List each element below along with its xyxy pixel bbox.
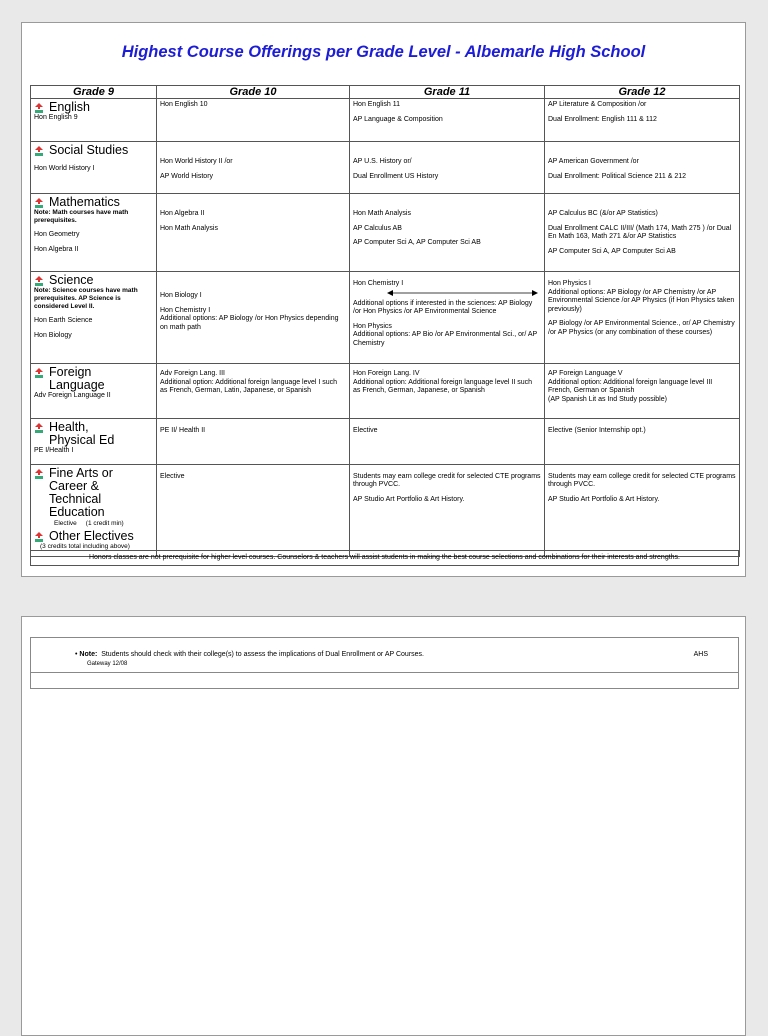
course-text: Hon Physics I Additional options: AP Biology /or AP Chemistry /or AP Environmental Science /or AP Physics (if Hon Physics taken previously): [548, 280, 735, 313]
course-text: AP Language & Composition: [353, 115, 443, 123]
course-text: Hon Biology: [34, 331, 72, 339]
grade-12-cell: [545, 99, 740, 142]
course-text: AP Calculus BC (&/or AP Statistics): [548, 210, 658, 217]
subject-note: Note: Science courses have math prerequisites. AP Science is considered Level II.: [34, 287, 138, 310]
book-icon: [34, 198, 44, 208]
course-text: Elective: [353, 427, 378, 434]
course-text: Hon English 11: [353, 101, 400, 108]
gateway-date: Gateway 12/08: [87, 661, 128, 667]
grade-11-cell: [350, 464, 545, 556]
course-text: Hon Algebra II: [34, 245, 79, 253]
course-text: AP Biology /or AP Environmental Science., or/ AP Chemistry /or AP Physics (or any combination of these courses): [548, 320, 735, 336]
grade-10-cell: [157, 272, 350, 364]
table-row-social-studies: [31, 142, 740, 194]
table-header-row: [31, 86, 740, 99]
course-text: Additional options if interested in the sciences: AP Biology /or Hon Physics /or AP Environmental Science: [353, 299, 533, 315]
course-text: Hon World History I: [34, 165, 95, 172]
course-text: Dual Enrollment: Political Science 211 & 212: [548, 172, 687, 180]
table-row-science: [31, 272, 740, 364]
document-page-2: [21, 616, 746, 1036]
table-row-fine-arts-cte: [31, 464, 740, 556]
elective-credit-line: Elective (1 credit min): [54, 519, 124, 527]
footer-note: Honors classes are not prerequisite for higher level courses. Counselors & teachers will assist students in making the best course selections and combinations for their interests and strengths.: [30, 550, 739, 566]
book-icon: [34, 368, 44, 378]
subject-note: Note: Math courses have math prerequisites.: [34, 209, 129, 224]
grade-10-cell: [157, 142, 350, 194]
grade-11-cell: [350, 364, 545, 419]
grade-12-cell: [545, 464, 740, 556]
course-text: AP U.S. History or/: [353, 158, 412, 165]
table-row-foreign-language: [31, 364, 740, 419]
subject-heading-health-pe: Health, Physical Ed: [34, 421, 153, 447]
table-row-english: [31, 99, 740, 142]
book-icon: [34, 276, 44, 286]
grade-9-cell: [31, 194, 157, 272]
subject-heading-social-studies: Social Studies: [34, 144, 153, 157]
course-text: AP Literature & Composition /or: [548, 101, 647, 108]
course-text: AP American Government /or: [548, 158, 639, 165]
course-text: Students may earn college credit for selected CTE programs through PVCC.: [548, 472, 736, 488]
book-icon: [34, 103, 44, 113]
book-icon: [34, 469, 44, 479]
course-text: PE II/ Health II: [160, 427, 206, 434]
course-text: Hon Math Analysis: [353, 210, 411, 217]
course-text: Hon Earth Science: [34, 317, 93, 324]
column-header-grade-10: Grade 10: [157, 86, 350, 99]
grade-12-cell: [545, 419, 740, 465]
grade-11-cell: [350, 272, 545, 364]
grade-9-cell: [31, 99, 157, 142]
course-text: Dual Enrollment: English 111 & 112: [548, 115, 657, 123]
grade-11-cell: [350, 99, 545, 142]
subject-heading-mathematics: Mathematics: [34, 196, 153, 209]
course-text: Hon Chemistry I Additional options: AP Biology /or Hon Physics depending on math path: [160, 306, 339, 331]
course-text: Hon Algebra II: [160, 210, 205, 217]
course-text: Hon Geometry: [34, 231, 80, 238]
course-text: Adv Foreign Lang. III Additional option: Additional foreign language level I such as French, German, Latin, Japanese, or Spanish: [160, 370, 338, 394]
note-line: • Note: Students should check with their college(s) to assess the implications of Dual Enrollment or AP Courses. Gateway 12/08: [75, 651, 424, 667]
course-text: AP Computer Sci A, AP Computer Sci AB: [353, 239, 481, 246]
course-text: Hon World History II /or: [160, 158, 233, 165]
grade-9-cell: [31, 142, 157, 194]
course-text: Adv Foreign Language II: [34, 392, 111, 399]
grade-10-cell: [157, 99, 350, 142]
document-page-1: [21, 22, 746, 577]
note-box: [30, 637, 739, 689]
course-text: Elective (Senior Internship opt.): [548, 427, 646, 434]
grade-12-cell: [545, 272, 740, 364]
course-text: Hon English 9: [34, 114, 78, 121]
table-row-mathematics: [31, 194, 740, 272]
course-text: Hon Math Analysis: [160, 224, 218, 232]
course-text: Dual Enrollment US History: [353, 172, 439, 180]
grade-11-cell: [350, 142, 545, 194]
course-offerings-table: [30, 85, 740, 557]
subject-heading-fine-arts-cte: Fine Arts or Career & Technical Education: [34, 467, 153, 519]
grade-10-cell: [157, 464, 350, 556]
grade-11-cell: [350, 419, 545, 465]
course-text: PE I/Health I: [34, 447, 74, 454]
column-header-grade-11: Grade 11: [350, 86, 545, 99]
course-text: Students may earn college credit for selected CTE programs through PVCC.: [353, 472, 541, 488]
course-text: AP Foreign Language V Additional option: Additional foreign language level III French, German or Spanish (AP Spanish Lit as Ind Study possible): [548, 370, 713, 403]
bullet-icon: •: [75, 651, 80, 658]
subject-heading-other-electives: Other Electives: [34, 530, 153, 543]
grade-11-cell: [350, 194, 545, 272]
course-text: Hon Foreign Lang. IV Additional option: Additional foreign language level II such as French, German, Japanese, or Spanish: [353, 370, 533, 394]
grade-9-cell: [31, 272, 157, 364]
course-text: Hon Physics Additional options: AP Bio /or AP Environmental Sci., or/ AP Chemistry: [353, 322, 538, 347]
grade-12-cell: [545, 142, 740, 194]
grade-9-cell: [31, 364, 157, 419]
grade-10-cell: [157, 419, 350, 465]
course-text: AP Calculus AB: [353, 224, 402, 232]
grade-9-cell: [31, 419, 157, 465]
table-row-health-pe: [31, 419, 740, 465]
divider: [31, 672, 738, 673]
column-header-grade-12: Grade 12: [545, 86, 740, 99]
ahs-label: AHS: [693, 651, 708, 658]
course-text: Hon Chemistry I: [353, 280, 404, 287]
grade-10-cell: [157, 194, 350, 272]
grade-10-cell: [157, 364, 350, 419]
book-icon: [34, 146, 44, 156]
book-icon: [34, 532, 44, 542]
subject-heading-foreign-language: Foreign Language: [34, 366, 153, 392]
course-text: Elective: [160, 472, 185, 480]
double-arrow-icon: [353, 290, 538, 296]
book-icon: [34, 423, 44, 433]
subject-heading-science: Science: [34, 274, 153, 287]
course-text: AP World History: [160, 172, 214, 180]
course-text: AP Computer Sci A, AP Computer Sci AB: [548, 247, 676, 255]
column-header-grade-9: Grade 9: [31, 86, 157, 99]
grade-9-cell: [31, 464, 157, 556]
page-title: Highest Course Offerings per Grade Level - Albemarle High School: [121, 43, 646, 61]
course-text: AP Studio Art Portfolio & Art History.: [548, 495, 660, 503]
course-text: AP Studio Art Portfolio & Art History.: [353, 495, 465, 503]
course-text: Hon Biology I: [160, 292, 202, 299]
course-text: Dual Enrollment CALC II/III/ (Math 174, Math 275 ) /or Dual En Math 163, Math 271 &/or AP Statistics: [548, 224, 732, 240]
subject-heading-english: English: [34, 101, 153, 114]
credits-total: (3 credits total including above): [40, 542, 130, 550]
grade-12-cell: [545, 364, 740, 419]
course-text: Hon English 10: [160, 101, 208, 108]
grade-12-cell: [545, 194, 740, 272]
